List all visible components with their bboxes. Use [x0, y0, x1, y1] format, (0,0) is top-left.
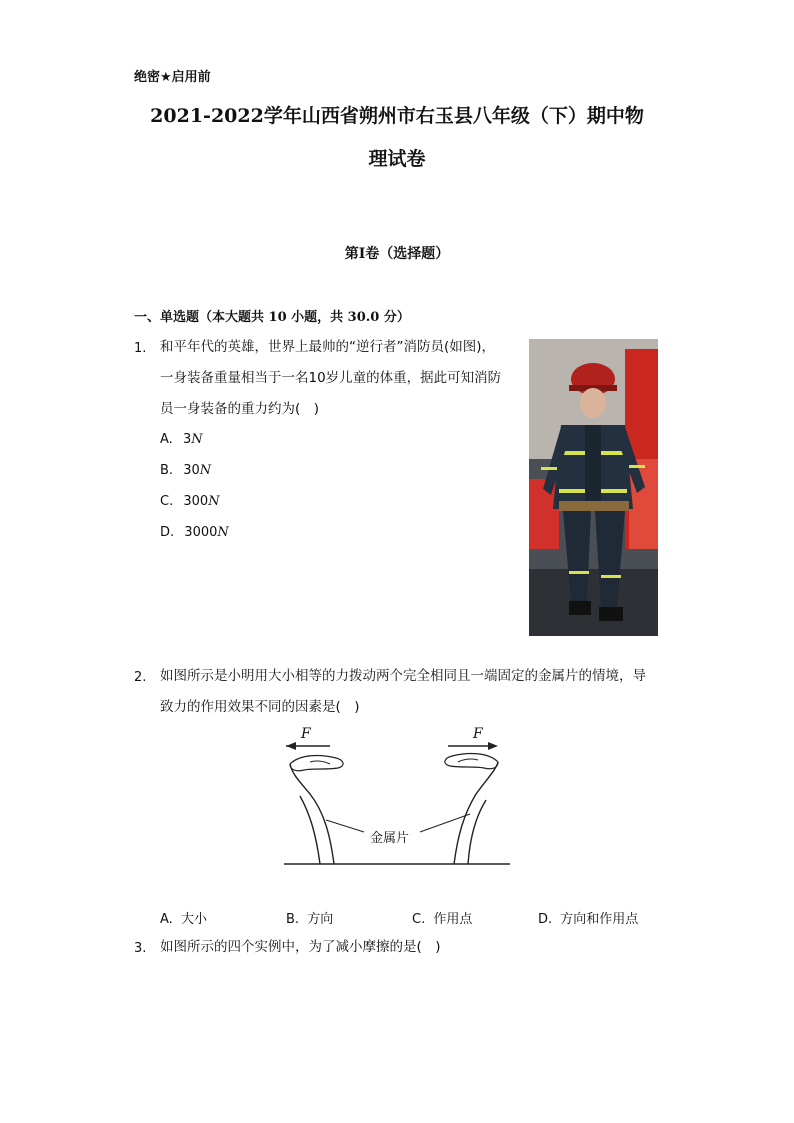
question-1-option-c	[160, 494, 220, 509]
question-1-option-a	[160, 432, 203, 447]
option-text: 方向和作用点	[560, 912, 639, 927]
question-1-line: 员一身装备的重力约为( )	[160, 401, 320, 417]
question-2-line: 如图所示是小明用大小相等的力拨动两个完全相同且一端固定的金属片的情境，导	[160, 668, 646, 684]
question-2-number: 2.	[134, 670, 147, 685]
metal-strip-label: 金属片	[370, 831, 410, 846]
question-3-line: 如图所示的四个实例中，为了减小摩擦的是( )	[160, 939, 441, 955]
question-2-option-d	[538, 908, 638, 927]
option-text: 作用点	[433, 912, 473, 927]
option-letter: A.	[160, 912, 173, 927]
metal-strip-figure	[280, 724, 520, 870]
option-letter: C.	[160, 494, 174, 509]
option-unit: N	[191, 432, 203, 447]
option-text: 大小	[180, 912, 207, 927]
secret-label: 绝密★启用前	[134, 70, 211, 85]
option-value: 3000	[184, 525, 218, 540]
question-1-option-d	[160, 525, 229, 540]
option-value: 3	[182, 432, 192, 447]
question-1-line: 一身装备重量相当于一名10岁儿童的体重，据此可知消防	[160, 370, 502, 386]
question-1-number: 1.	[134, 341, 147, 356]
force-label-left: F	[301, 726, 311, 742]
metal-strip-diagram	[280, 724, 520, 870]
question-1-line: 和平年代的英雄，世界上最帅的“逆行者”消防员(如图)，	[160, 339, 496, 355]
question-1-option-b	[160, 463, 211, 478]
question-2-text	[160, 661, 680, 723]
option-value: 30	[183, 463, 200, 478]
option-letter: A.	[160, 432, 173, 447]
exam-title-line1: 2021-2022学年山西省朔州市右玉县八年级（下）期中物	[150, 105, 644, 127]
firefighter-photo	[529, 339, 658, 636]
question-1-text	[160, 332, 526, 425]
exam-title-line2: 理试卷	[368, 148, 426, 170]
option-letter: D.	[538, 912, 553, 927]
option-text: 方向	[307, 912, 334, 927]
option-unit: N	[199, 463, 212, 478]
question-2-line: 致力的作用效果不同的因素是( )	[160, 699, 360, 715]
question-2-option-a	[160, 908, 207, 927]
section-heading: 一、单选题（本大题共 10 小题，共 30.0 分）	[134, 310, 410, 325]
option-letter: B.	[160, 463, 174, 478]
question-2-option-b	[286, 908, 333, 927]
question-3-text	[160, 932, 680, 963]
volume-heading: 第I卷（选择题）	[344, 246, 450, 262]
option-letter: B.	[286, 912, 300, 927]
option-value: 300	[183, 494, 209, 509]
option-unit: N	[208, 494, 220, 509]
firefighter-illustration	[529, 339, 658, 636]
question-2-option-c	[412, 908, 472, 927]
force-label-right: F	[473, 726, 483, 742]
option-unit: N	[217, 525, 229, 540]
option-letter: D.	[160, 525, 175, 540]
question-3-number: 3.	[134, 941, 147, 956]
option-letter: C.	[412, 912, 426, 927]
